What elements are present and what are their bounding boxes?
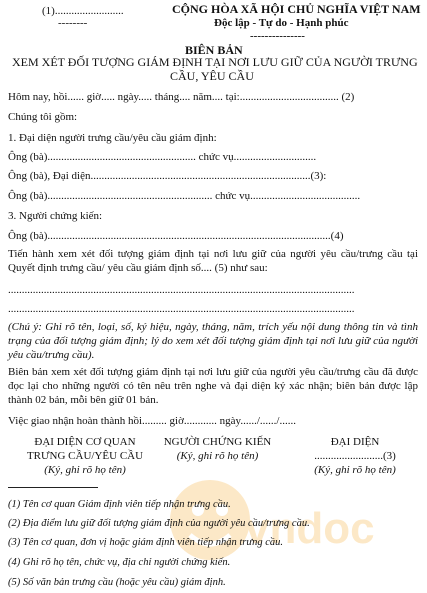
signature-title: NGƯỜI CHỨNG KIẾN xyxy=(163,436,272,448)
svg-text:vndoc: vndoc xyxy=(245,504,375,553)
witness-heading: 3. Người chứng kiến: xyxy=(8,210,103,222)
signature-sub: (Ký, ghi rõ họ tên) xyxy=(44,464,126,476)
witness-line: Ông (bà).......................................................................................................(4) xyxy=(8,230,344,242)
requester-rep-heading: 1. Đại diện người trưng cầu/yêu cầu giám định: xyxy=(8,132,217,144)
signature-title: ĐẠI DIỆN CƠ QUAN TRƯNG CẦU/YÊU CẦU xyxy=(26,436,144,462)
requester-rep-line: Ông (bà)...................................................... chức vụ.............................. xyxy=(8,151,317,163)
inspection-paragraph: Tiến hành xem xét đối tượng giám định tại nơi lưu giữ của người yêu cầu/trưng cầu tại Quyết định trưng cầu/ yêu cầu giám định số.... (5) như sau: xyxy=(8,248,418,274)
meeting-time-line: Hôm nay, hồi...... giờ..... ngày..... tháng.... năm.... tại:.................................... (2) xyxy=(8,91,355,103)
closing-paragraph: Biên bản xem xét đối tượng giám định tại nơi lưu giữ của người yêu cầu/trưng cầu đã được đọc lại cho những người có tên nêu trên nghe và đại diện ký xác nhận; biên bản được lập thành 02 bản, mỗi bên giữ 01 bản. xyxy=(8,366,418,406)
receiver-rep-line: Ông (bà), Đại diện................................................................................(3): xyxy=(8,170,327,182)
footnote-separator xyxy=(8,487,98,488)
signature-block-witness xyxy=(145,435,290,463)
attendees-heading: Chúng tôi gồm: xyxy=(8,111,78,123)
guidance-note: (Chú ý: Ghi rõ tên, loại, số, ký hiệu, ngày, tháng, năm, trích yếu nội dung thông tin và tình trạng của đối tượng giám định; lý do xem xét đối tượng giám định tại nơi lưu giữ của người yêu cầu/trưng cầu). xyxy=(8,321,418,361)
motto-divider: --------------- xyxy=(250,30,305,42)
signature-sub: (Ký, ghi rõ họ tên) xyxy=(176,450,259,462)
blank-dots-line-1: .............................................................................................................................. xyxy=(8,284,355,296)
receiver-rep-person-line: Ông (bà)............................................................ chức vụ........................................ xyxy=(8,190,361,202)
issuing-agency-placeholder: (1)......................... xyxy=(42,5,124,17)
doc-subtitle-line-2: CẦU, YÊU CẦU xyxy=(170,69,254,83)
agency-divider: -------- xyxy=(58,17,88,29)
footnote-2: (2) Địa điểm lưu giữ đối tượng giám định của người yêu cầu/trưng cầu. xyxy=(8,518,310,529)
footnote-4: (4) Ghi rõ họ tên, chức vụ, địa chỉ người chứng kiến. xyxy=(8,557,231,568)
signature-block-receiver xyxy=(290,435,420,477)
national-motto: Độc lập - Tự do - Hạnh phúc xyxy=(214,17,349,29)
handover-time-line: Việc giao nhận hoàn thành hồi......... giờ............ ngày....../....../...... xyxy=(8,415,296,427)
footnote-3: (3) Tên cơ quan, đơn vị hoặc giám định viên tiếp nhận trưng cầu. xyxy=(8,537,284,548)
blank-dots-line-2: .............................................................................................................................. xyxy=(8,303,355,315)
footnote-1: (1) Tên cơ quan Giám định viên tiếp nhận trưng cầu. xyxy=(8,499,231,510)
doc-subtitle-line-1: XEM XÉT ĐỐI TƯỢNG GIÁM ĐỊNH TẠI NƠI LƯU GIỮ CỦA NGƯỜI TRƯNG xyxy=(12,55,418,69)
signature-title: ĐẠI DIỆN .........................(3) xyxy=(314,436,396,462)
national-title: CỘNG HÒA XÃ HỘI CHỦ NGHĨA VIỆT NAM xyxy=(172,2,421,16)
signature-sub: (Ký, ghi rõ họ tên) xyxy=(314,464,396,476)
footnote-5: (5) Số văn bản trưng cầu (hoặc yêu cầu) giám định. xyxy=(8,577,226,588)
signature-block-requester xyxy=(10,435,160,477)
doc-title: BIÊN BẢN xyxy=(185,43,243,57)
